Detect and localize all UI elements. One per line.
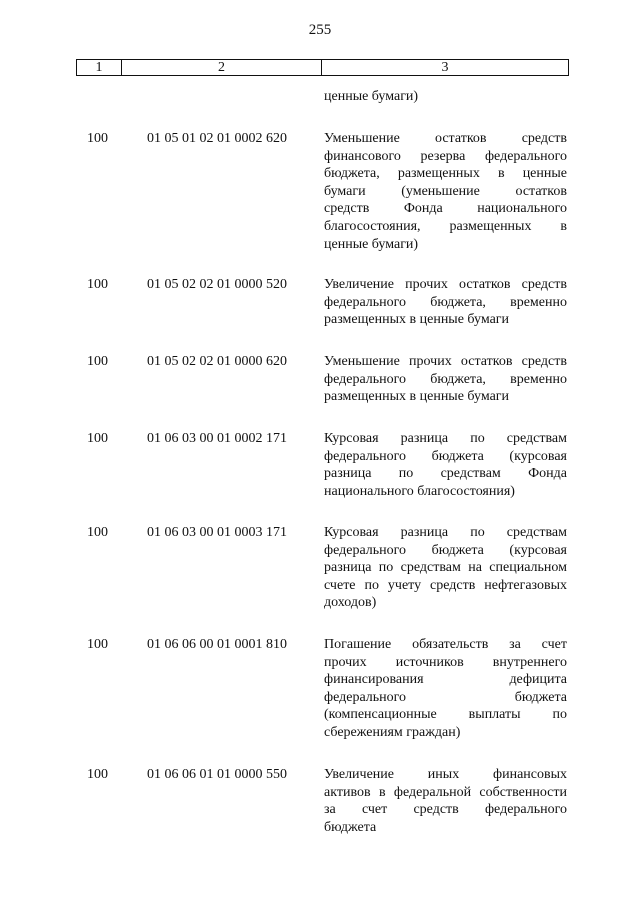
admin-code: 100 xyxy=(87,637,108,652)
description-line: федерального бюджета (курсовая xyxy=(324,542,567,558)
source-code: 01 06 06 00 01 0001 810 xyxy=(147,637,287,652)
description-line: бюджета, размещенных в ценные xyxy=(324,166,567,182)
description-line: размещенных в ценные бумаги xyxy=(324,389,510,405)
description-line: разница по средствам Фонда xyxy=(324,466,567,482)
admin-code: 100 xyxy=(87,525,108,540)
description-line: Курсовая разница по средствам xyxy=(324,525,567,540)
row-description xyxy=(324,130,567,253)
source-code: 01 06 06 01 01 0000 550 xyxy=(147,767,287,782)
row-description xyxy=(324,524,567,612)
description-line: финансирования дефицита xyxy=(324,672,567,688)
admin-code: 100 xyxy=(87,767,108,782)
description-line: благосостояния, размещенных в xyxy=(324,218,567,234)
description-line: федерального бюджета, временно xyxy=(324,294,567,310)
continuation-description xyxy=(324,88,567,106)
description-line: доходов) xyxy=(324,595,377,611)
admin-code: 100 xyxy=(87,131,108,146)
description-line: финансового резерва федерального xyxy=(324,148,567,164)
description-line: сбережениям граждан) xyxy=(324,724,461,740)
description-line: за счет средств федерального xyxy=(324,802,567,818)
header-col-1: 1 xyxy=(77,60,122,75)
source-code: 01 05 01 02 01 0002 620 xyxy=(147,131,287,146)
description-line: Погашение обязательств за счет xyxy=(324,637,567,652)
description-line: федерального бюджета xyxy=(324,689,567,705)
row-description xyxy=(324,636,567,742)
description-line: Уменьшение остатков средств xyxy=(324,131,567,146)
description-line: Уменьшение прочих остатков средств xyxy=(324,354,567,369)
source-code: 01 06 03 00 01 0002 171 xyxy=(147,431,287,446)
source-code: 01 05 02 02 01 0000 520 xyxy=(147,277,287,292)
description-line: прочих источников внутреннего xyxy=(324,654,567,670)
header-col-3: 3 xyxy=(441,59,449,75)
description-line: федерального бюджета (курсовая xyxy=(324,448,567,464)
description-line: размещенных в ценные бумаги xyxy=(324,312,510,328)
description-line: (компенсационные выплаты по xyxy=(324,707,567,723)
source-code: 01 06 03 00 01 0003 171 xyxy=(147,525,287,540)
admin-code: 100 xyxy=(87,431,108,446)
description-line: федерального бюджета, временно xyxy=(324,371,567,387)
description-line: ценные бумаги) xyxy=(324,236,419,252)
header-col-2: 2 xyxy=(122,60,322,75)
row-description xyxy=(324,276,567,329)
description-line: бумаги (уменьшение остатков xyxy=(324,183,567,199)
description-line: активов в федеральной собственности xyxy=(324,784,567,800)
description-line: бюджета xyxy=(324,819,377,835)
description-line: средств Фонда национального xyxy=(324,201,567,217)
description-line: Курсовая разница по средствам xyxy=(324,431,567,446)
description-line: разница по средствам на специальном xyxy=(324,560,567,576)
description-line: национального благосостояния) xyxy=(324,483,515,499)
description-line: Увеличение прочих остатков средств xyxy=(324,277,567,292)
admin-code: 100 xyxy=(87,354,108,369)
admin-code: 100 xyxy=(87,277,108,292)
description-line: Увеличение иных финансовых xyxy=(324,767,567,782)
table-header xyxy=(76,59,569,76)
description-line: счете по учету средств нефтегазовых xyxy=(324,577,567,593)
row-description xyxy=(324,766,567,836)
row-description xyxy=(324,353,567,406)
page-number: 255 xyxy=(308,22,332,38)
source-code: 01 05 02 02 01 0000 620 xyxy=(147,354,287,369)
row-description xyxy=(324,430,567,500)
description-line: ценные бумаги) xyxy=(324,89,419,104)
